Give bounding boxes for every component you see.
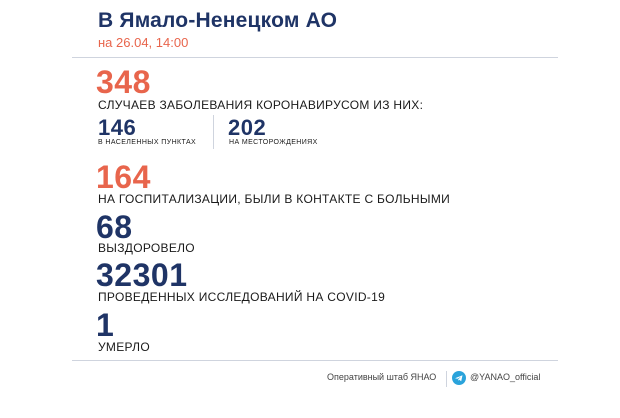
settlements-value: 146 [98,115,137,140]
recovered-value: 68 [96,209,133,245]
stats-divider [213,115,214,149]
telegram-handle[interactable]: @YANAO_official [470,372,541,382]
hospitalization-label: НА ГОСПИТАЛИЗАЦИИ, БЫЛИ В КОНТАКТЕ С БОЛЬНЫМИ [98,192,451,206]
footer-divider [446,371,447,387]
telegram-icon [452,371,466,385]
update-date: на 26.04, 14:00 [98,35,189,50]
deaths-label: УМЕРЛО [98,340,150,354]
page-title: В Ямало-Ненецком АО [98,9,338,32]
recovered-label: ВЫЗДОРОВЕЛО [98,241,195,255]
tests-value: 32301 [96,257,188,293]
deaths-value: 1 [96,307,115,343]
bottom-divider [72,360,558,361]
settlements-label: В НАСЕЛЕННЫХ ПУНКТАХ [98,139,197,146]
cases-label: СЛУЧАЕВ ЗАБОЛЕВАНИЯ КОРОНАВИРУСОМ ИЗ НИХ: [98,98,424,112]
fields-label: НА МЕСТОРОЖДЕНИЯХ [229,139,318,146]
top-divider [72,57,558,58]
fields-value: 202 [228,115,267,140]
hospitalization-value: 164 [96,159,151,195]
cases-value: 348 [96,64,151,100]
tests-label: ПРОВЕДЕННЫХ ИССЛЕДОВАНИЙ НА COVID-19 [98,290,386,304]
source-text: Оперативный штаб ЯНАО [327,372,437,382]
